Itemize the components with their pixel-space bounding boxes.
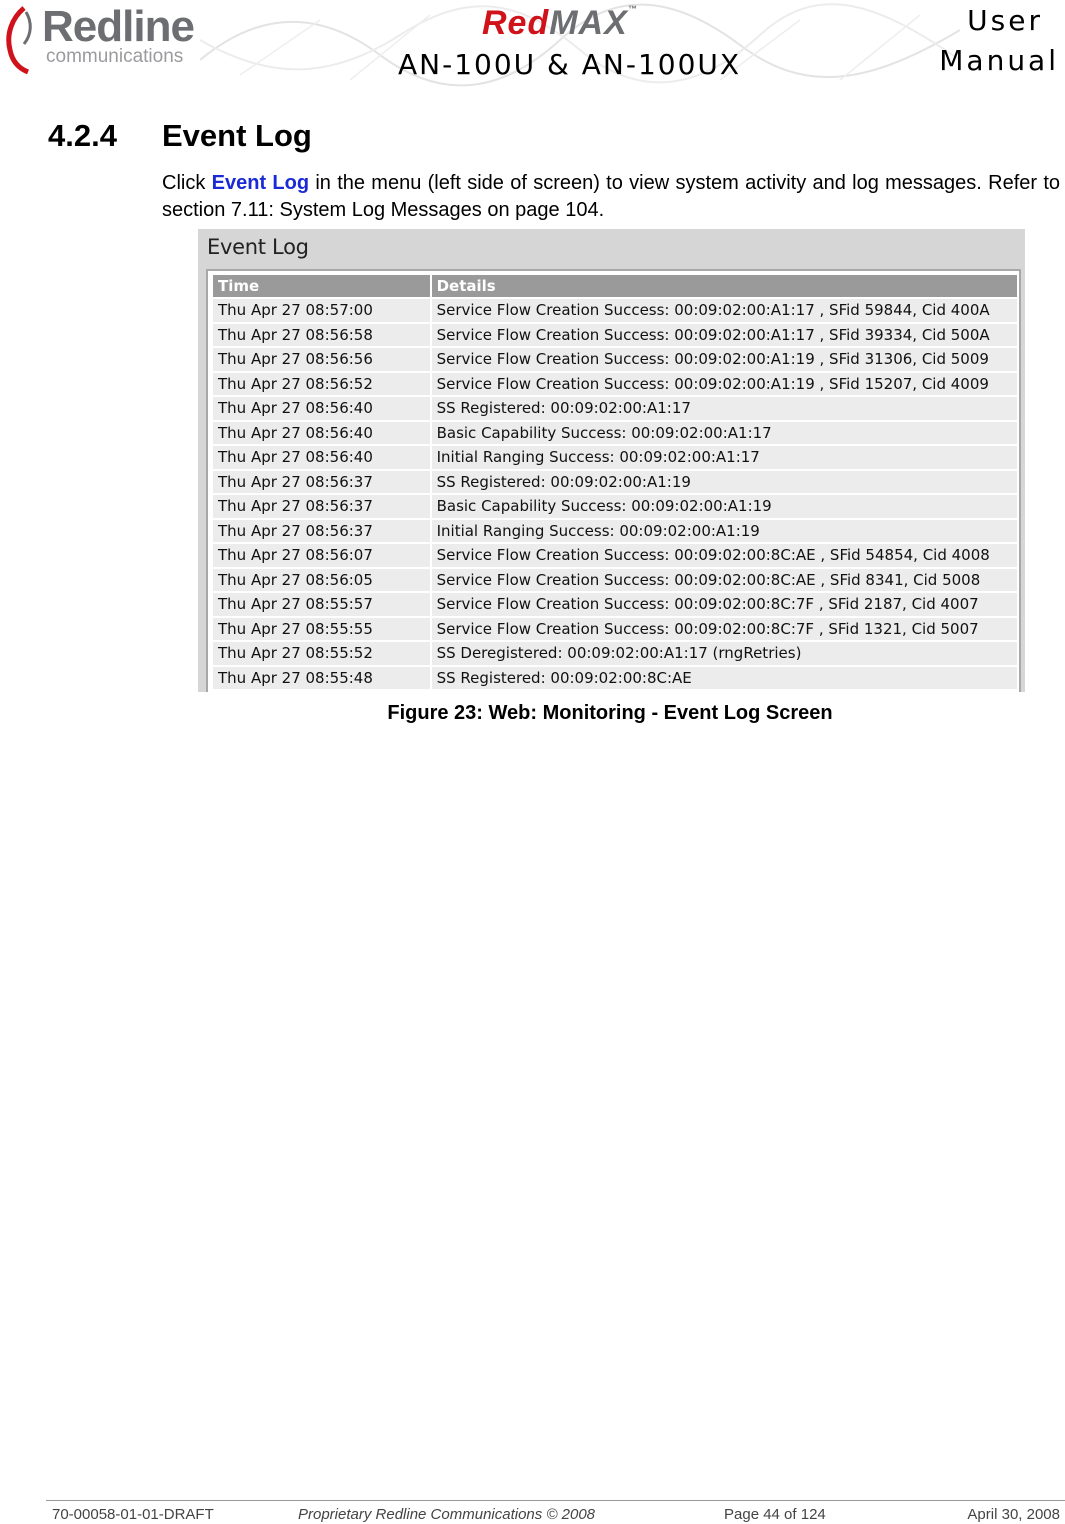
table-row [213, 495, 1017, 518]
event-log-table [211, 273, 1019, 691]
time-cell: Thu Apr 27 08:55:48 [213, 667, 430, 690]
details-cell: Service Flow Creation Success: 00:09:02:00:A1:19 , SFid 15207, Cid 4009 [432, 373, 1017, 396]
details-cell: SS Registered: 00:09:02:00:8C:AE [432, 667, 1017, 690]
time-cell: Thu Apr 27 08:56:58 [213, 324, 430, 347]
details-cell: Initial Ranging Success: 00:09:02:00:A1:19 [432, 520, 1017, 543]
table-header-row [213, 275, 1017, 297]
table-row [213, 446, 1017, 469]
time-cell: Thu Apr 27 08:55:55 [213, 618, 430, 641]
table-row [213, 324, 1017, 347]
footer-page-number: Page 44 of 124 [724, 1506, 826, 1523]
details-cell: Service Flow Creation Success: 00:09:02:00:8C:AE , SFid 54854, Cid 4008 [432, 544, 1017, 567]
section-paragraph [162, 170, 1060, 224]
para-keyword-event-log: Event Log [211, 172, 310, 194]
para-rest: in the menu (left side of screen) to view system activity and log messages. Refer to section 7.11: System Log Messages on page 104. [162, 172, 1060, 221]
time-cell: Thu Apr 27 08:56:05 [213, 569, 430, 592]
section-number: 4.2.4 [48, 118, 117, 153]
table-row [213, 373, 1017, 396]
time-cell: Thu Apr 27 08:56:37 [213, 520, 430, 543]
event-log-screenshot [198, 229, 1025, 692]
footer-proprietary: Proprietary Redline Communications © 2008 [298, 1506, 596, 1523]
footer-doc-id: 70-00058-01-01-DRAFT [52, 1506, 214, 1523]
redmax-logo [482, 4, 638, 43]
details-cell: Service Flow Creation Success: 00:09:02:00:8C:7F , SFid 2187, Cid 4007 [432, 593, 1017, 616]
time-cell: Thu Apr 27 08:56:37 [213, 495, 430, 518]
table-row [213, 520, 1017, 543]
table-row [213, 642, 1017, 665]
time-cell: Thu Apr 27 08:56:37 [213, 471, 430, 494]
page-header [0, 0, 1065, 92]
table-row [213, 593, 1017, 616]
details-cell: Service Flow Creation Success: 00:09:02:00:A1:17 , SFid 59844, Cid 400A [432, 299, 1017, 322]
details-cell: Service Flow Creation Success: 00:09:02:00:A1:19 , SFid 31306, Cid 5009 [432, 348, 1017, 371]
table-row [213, 544, 1017, 567]
details-cell: SS Registered: 00:09:02:00:A1:19 [432, 471, 1017, 494]
time-cell: Thu Apr 27 08:57:00 [213, 299, 430, 322]
doc-type-line1: User [967, 4, 1043, 37]
table-row [213, 299, 1017, 322]
details-cell: Service Flow Creation Success: 00:09:02:00:8C:7F , SFid 1321, Cid 5007 [432, 618, 1017, 641]
event-log-frame [206, 269, 1021, 692]
table-row [213, 397, 1017, 420]
para-lead: Click [162, 172, 206, 194]
redmax-logo-red: Red [482, 4, 550, 42]
details-cell: Basic Capability Success: 00:09:02:00:A1:17 [432, 422, 1017, 445]
table-row [213, 667, 1017, 690]
footer-divider [46, 1500, 1065, 1501]
section-title: Event Log [162, 118, 312, 153]
redline-swoosh-icon [2, 4, 44, 74]
doc-type-line2: Manual [939, 44, 1059, 77]
details-cell: Basic Capability Success: 00:09:02:00:A1:19 [432, 495, 1017, 518]
details-cell: SS Deregistered: 00:09:02:00:A1:17 (rngRetries) [432, 642, 1017, 665]
time-cell: Thu Apr 27 08:56:40 [213, 446, 430, 469]
table-row [213, 422, 1017, 445]
screenshot-title: Event Log [207, 235, 309, 259]
table-row [213, 348, 1017, 371]
table-row [213, 471, 1017, 494]
details-cell: Service Flow Creation Success: 00:09:02:00:8C:AE , SFid 8341, Cid 5008 [432, 569, 1017, 592]
product-name: AN-100U & AN-100UX [398, 48, 742, 81]
column-header-details: Details [432, 275, 1017, 297]
redline-logo-wordmark: Redline [42, 2, 194, 51]
time-cell: Thu Apr 27 08:55:57 [213, 593, 430, 616]
time-cell: Thu Apr 27 08:56:56 [213, 348, 430, 371]
column-header-time: Time [213, 275, 430, 297]
figure-caption: Figure 23: Web: Monitoring - Event Log Screen [387, 702, 833, 724]
time-cell: Thu Apr 27 08:56:52 [213, 373, 430, 396]
table-row [213, 569, 1017, 592]
redmax-logo-max: MAX [549, 4, 628, 42]
time-cell: Thu Apr 27 08:56:07 [213, 544, 430, 567]
details-cell: SS Registered: 00:09:02:00:A1:17 [432, 397, 1017, 420]
time-cell: Thu Apr 27 08:56:40 [213, 397, 430, 420]
details-cell: Service Flow Creation Success: 00:09:02:00:A1:17 , SFid 39334, Cid 500A [432, 324, 1017, 347]
redmax-trademark: ™ [627, 4, 638, 14]
redline-logo [0, 2, 210, 74]
details-cell: Initial Ranging Success: 00:09:02:00:A1:17 [432, 446, 1017, 469]
time-cell: Thu Apr 27 08:55:52 [213, 642, 430, 665]
footer-date: April 30, 2008 [967, 1506, 1060, 1523]
table-row [213, 618, 1017, 641]
time-cell: Thu Apr 27 08:56:40 [213, 422, 430, 445]
redline-logo-subtitle: communications [46, 46, 184, 67]
